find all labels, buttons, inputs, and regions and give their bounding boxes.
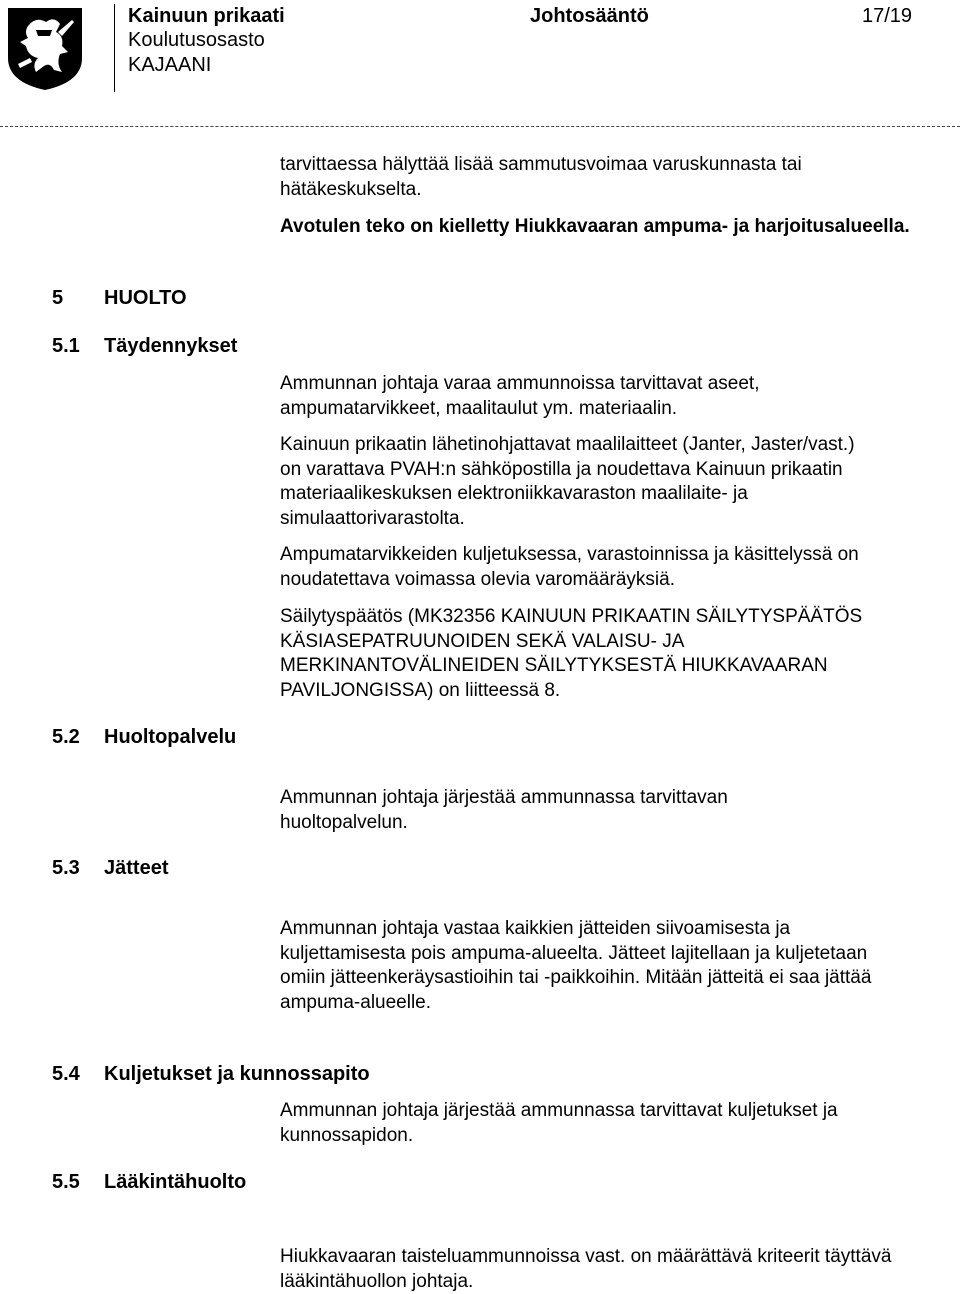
section-title: Jätteet [104, 857, 169, 879]
section-heading-huoltopalvelu [52, 725, 236, 749]
section-number: 5.1 [52, 335, 80, 357]
jatteet-paragraph: Ammunnan johtaja vastaa kaikkien jätteiden siivoamisesta ja kuljettamisesta pois ampuma-alueelta. Jätteet lajitellaan ja kuljetetaan omiin jätteenkeräysastioihin tai -paikkoihin. Mitään jätteitä ei saa jättää ampuma-alueelle. [280, 918, 872, 1013]
header-page-number: 17/19 [862, 5, 913, 27]
section-heading-jatteet [52, 856, 168, 880]
section-number: 5.2 [52, 726, 80, 748]
section-title: Kuljetukset ja kunnossapito [104, 1063, 370, 1085]
section-title: Täydennykset [104, 335, 238, 357]
section-title: Huoltopalvelu [104, 726, 237, 748]
section-heading-huolto [52, 286, 187, 310]
header-doc-title: Johtosääntö [530, 5, 649, 27]
section-title: Lääkintähuolto [104, 1171, 247, 1193]
header-unit: Koulutusosasto [128, 29, 265, 51]
taydennykset-paragraph-1: Ammunnan johtaja varaa ammunnoissa tarvittavat aseet, ampumatarvikkeet, maalitaulut ym. materiaalin. [280, 373, 760, 419]
section-title: HUOLTO [104, 287, 187, 309]
header-org: Kainuun prikaati [128, 5, 285, 27]
section-number: 5.3 [52, 857, 80, 879]
section-number: 5 [52, 287, 64, 309]
huoltopalvelu-paragraph: Ammunnan johtaja järjestää ammunnassa tarvittavan huoltopalvelun. [280, 787, 728, 833]
header-divider [114, 4, 115, 92]
lion-coat-of-arms-icon [6, 6, 84, 92]
header-city: KAJAANI [128, 54, 212, 76]
section-heading-laakintahuolto [52, 1170, 246, 1194]
kuljetukset-paragraph: Ammunnan johtaja järjestää ammunnassa tarvittavat kuljetukset ja kunnossapidon. [280, 1100, 838, 1146]
section-heading-kuljetukset [52, 1062, 370, 1086]
intro-paragraph: tarvittaessa hälyttää lisää sammutusvoimaa varuskunnasta tai hätäkeskukselta. [280, 154, 802, 200]
laakintahuolto-paragraph: Hiukkavaaran taisteluammunnoissa vast. on määrättävä kriteerit täyttävä lääkintähuollon johtaja. [280, 1246, 892, 1292]
taydennykset-paragraph-4: Säilytyspäätös (MK32356 KAINUUN PRIKAATIN SÄILYTYSPÄÄTÖS KÄSIASEPATRUUNOIDEN SEKÄ VALAISU- JA MERKINANTOVÄLINEIDEN SÄILYTYKSESTÄ HIUKKAVAARAN PAVILJONGISSA) on liitteessä 8. [280, 606, 863, 701]
taydennykset-paragraph-3: Ampumatarvikkeiden kuljetuksessa, varastoinnissa ja käsittelyssä on noudatettava voimassa olevia varomääräyksiä. [280, 544, 859, 590]
taydennykset-paragraph-2: Kainuun prikaatin lähetinohjattavat maalilaitteet (Janter, Jaster/vast.) on varattava PVAH:n sähköpostilla ja noudettava Kainuun prikaatin materiaalikeskuksen elektroniikkavaraston maalilaite- ja simulaattorivarastolta. [280, 434, 855, 529]
fire-ban-notice: Avotulen teko on kielletty Hiukkavaaran ampuma- ja harjoitusalueella. [280, 216, 910, 237]
header-rule [0, 126, 960, 127]
section-number: 5.4 [52, 1063, 80, 1085]
section-heading-taydennykset [52, 334, 237, 358]
section-number: 5.5 [52, 1171, 80, 1193]
